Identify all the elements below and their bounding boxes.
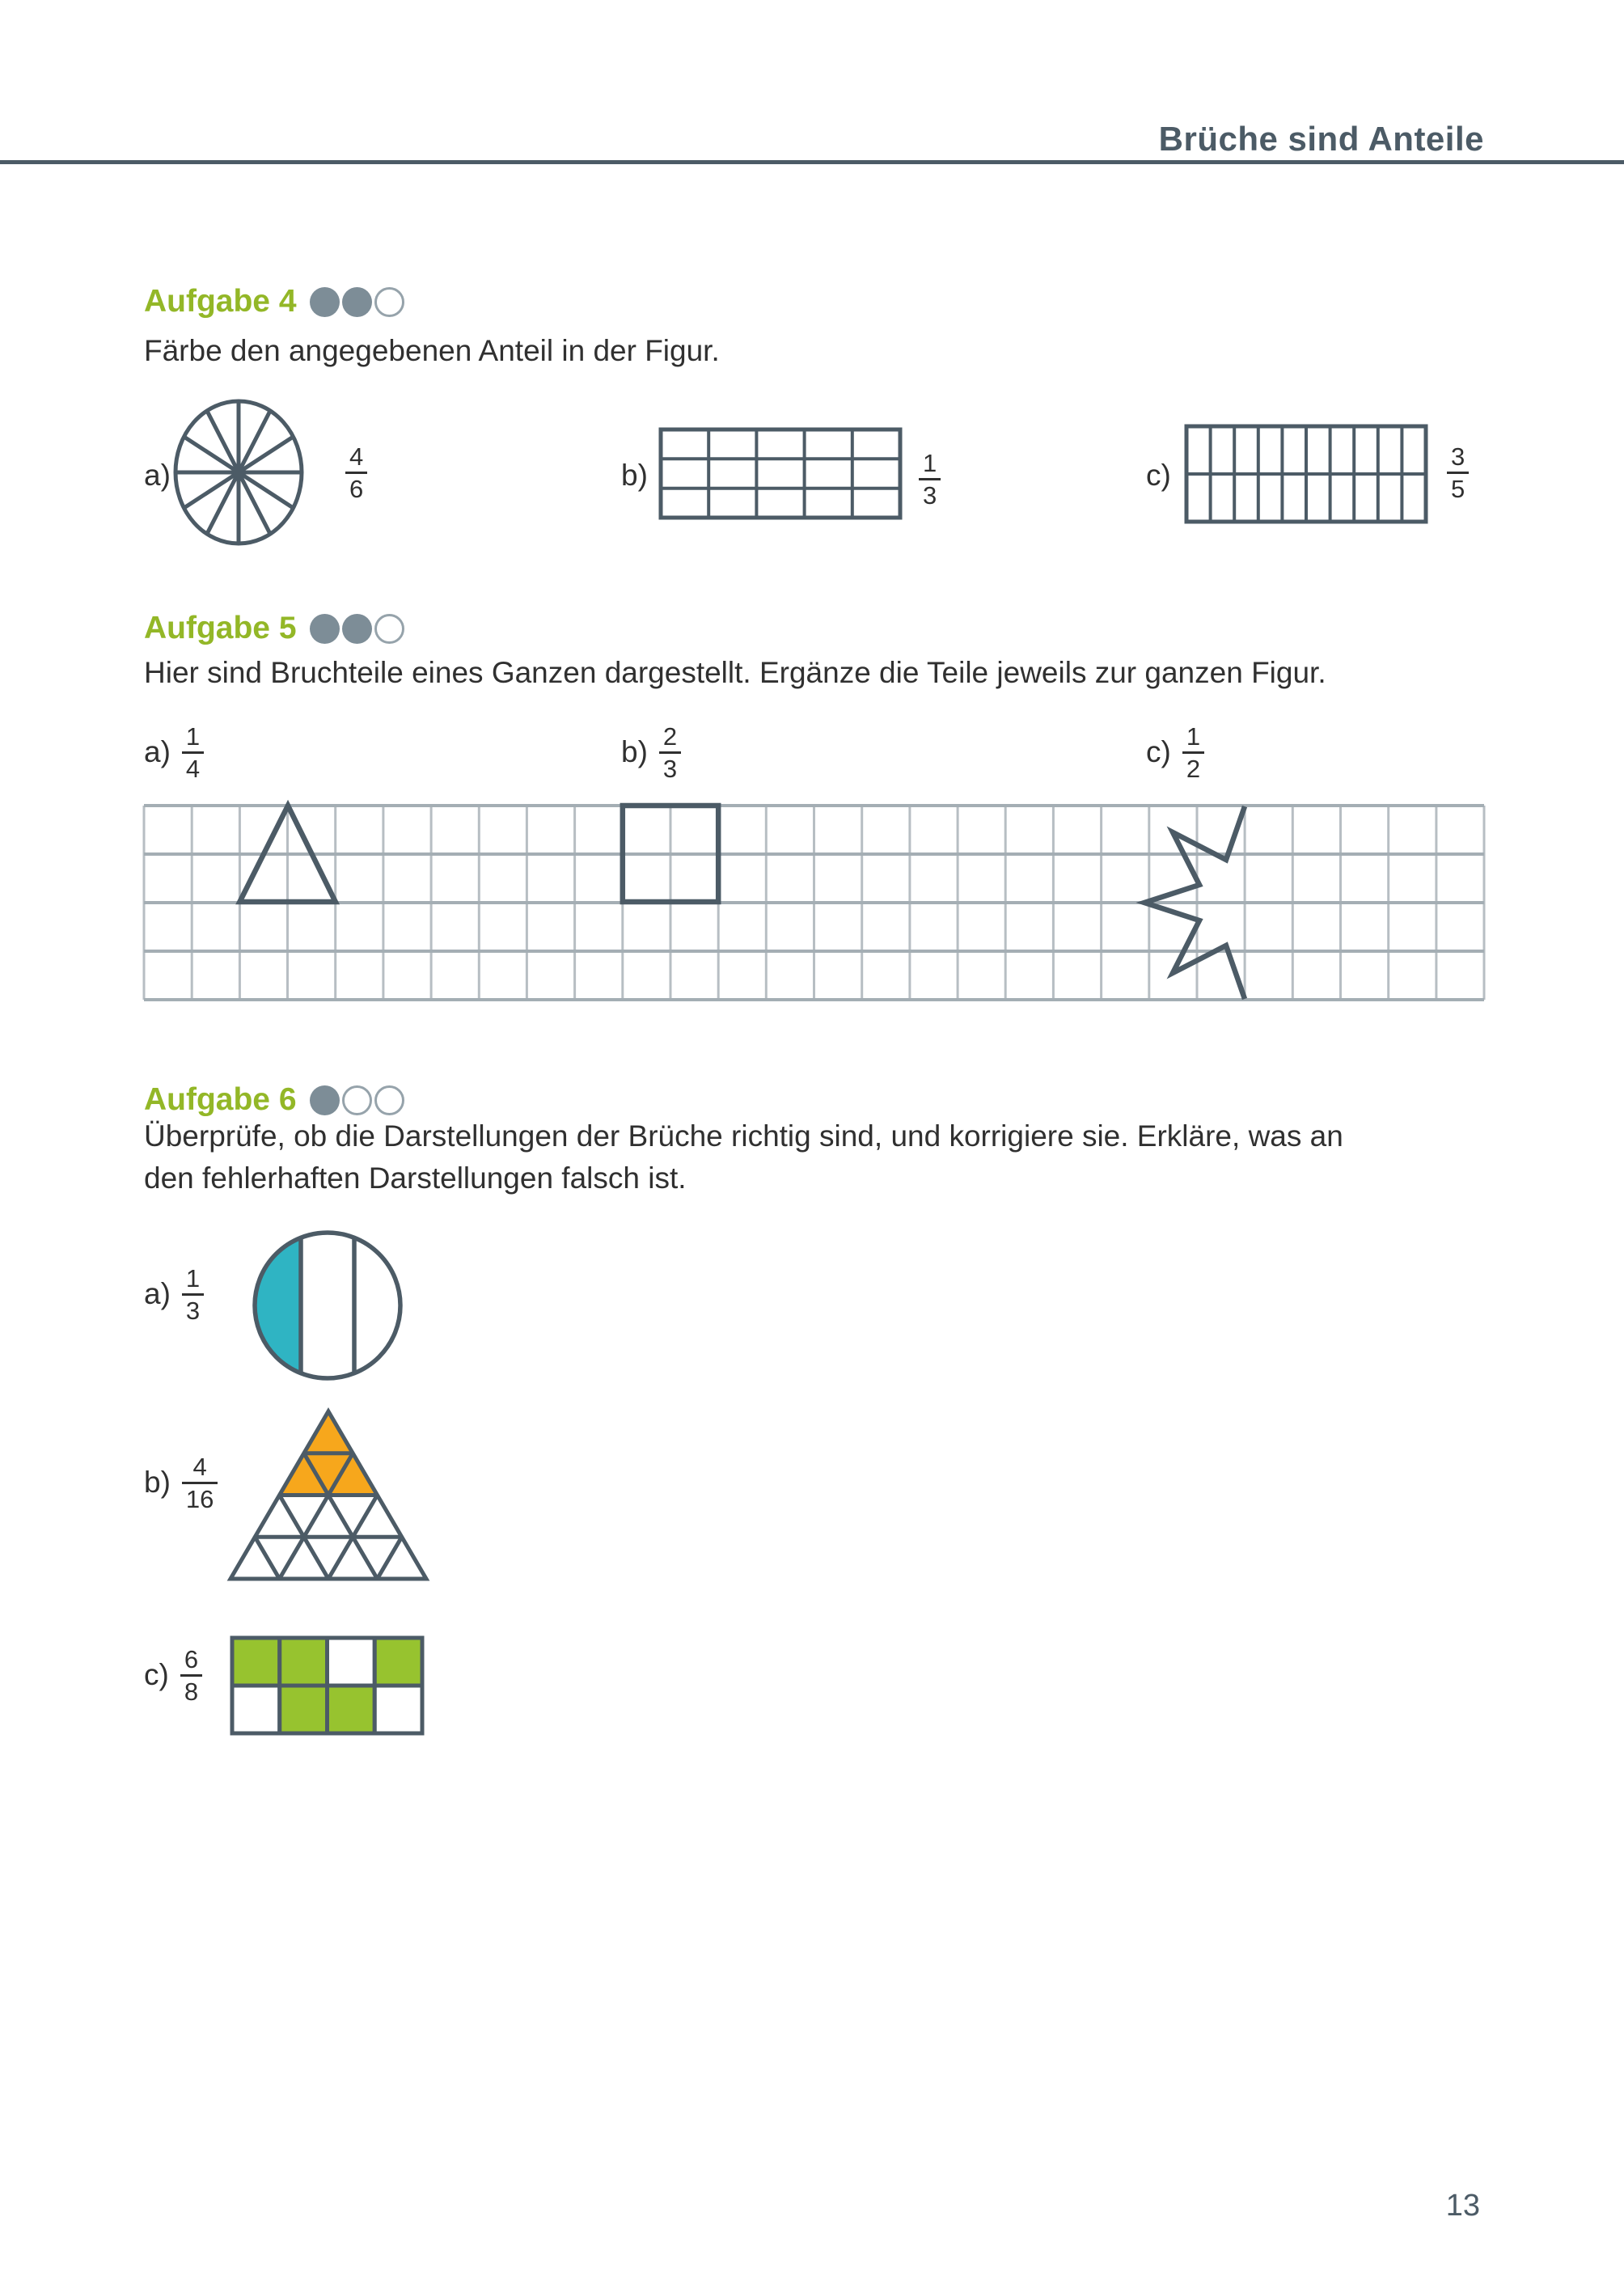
difficulty-dot-filled	[310, 1085, 340, 1115]
difficulty-dots	[310, 287, 404, 317]
white-cell	[328, 1638, 375, 1686]
difficulty-dots	[310, 1085, 404, 1115]
task-6-instruction-line-1: Überprüfe, ob die Darstellungen der Brüche richtig sind, und korrigiere sie. Erkläre, was an	[144, 1119, 1343, 1153]
difficulty-dots	[310, 614, 404, 644]
page-title: Brüche sind Anteile	[1158, 120, 1484, 158]
task-6-heading	[144, 1081, 404, 1119]
difficulty-dot-empty	[374, 1085, 404, 1115]
task-5-item-b	[621, 723, 681, 781]
green-cell	[374, 1638, 422, 1686]
task-5-heading	[144, 610, 404, 647]
grid-5x3-figure	[657, 424, 904, 522]
green-cell	[232, 1638, 280, 1686]
task-5-item-c	[1146, 723, 1204, 781]
task-5-item-b-label: b)	[621, 735, 648, 768]
grid-10x2-figure	[1182, 421, 1430, 527]
task-6-instruction	[144, 1115, 1343, 1199]
task-5-item-c-fraction: $\frac{1}{2}$	[1182, 723, 1204, 782]
task-4-item-a-fraction: $\frac{4}{6}$	[345, 443, 367, 502]
task-6-item-b-label: b)	[144, 1466, 171, 1499]
task-5-title: Aufgabe 5	[144, 611, 297, 645]
teal-filled-segment	[255, 1237, 301, 1373]
triangle-16-parts-figure	[225, 1406, 432, 1584]
task-4-item-b-label: b)	[621, 459, 648, 492]
task-5-item-a-fraction: $\frac{1}{4}$	[182, 723, 204, 782]
green-cell	[328, 1686, 375, 1733]
squared-paper-grid-figure	[139, 799, 1490, 1005]
circle-unequal-thirds-figure	[249, 1226, 408, 1385]
difficulty-dot-filled	[342, 287, 372, 317]
circle-12-sectors-figure	[170, 395, 315, 556]
task-6-item-a-label: a)	[144, 1277, 171, 1310]
difficulty-dot-empty	[342, 1085, 372, 1115]
task-6-item-c	[144, 1646, 202, 1704]
task-4-item-c-fraction: $\frac{3}{5}$	[1447, 443, 1469, 502]
task-5-item-a-label: a)	[144, 735, 171, 768]
task-5-item-b-fraction: $\frac{2}{3}$	[659, 723, 681, 782]
difficulty-dot-empty	[374, 614, 404, 644]
task-4-instruction: Färbe den angegebenen Anteil in der Figur.	[144, 334, 720, 367]
task-6-title: Aufgabe 6	[144, 1082, 297, 1117]
task-5-item-c-label: c)	[1146, 735, 1171, 768]
task-6-item-b	[144, 1453, 218, 1512]
green-cell	[280, 1638, 328, 1686]
task-5-instruction: Hier sind Bruchteile eines Ganzen dargestellt. Ergänze die Teile jeweils zur ganzen Figur.	[144, 656, 1326, 689]
task-4-item-b-fraction: $\frac{1}{3}$	[919, 450, 941, 509]
green-cell	[280, 1686, 328, 1733]
task-5-item-a	[144, 723, 204, 781]
task-6-item-b-fraction: $\frac{4}{16}$	[182, 1453, 218, 1512]
task-4-item-a-label: a)	[144, 459, 171, 492]
page-number: 13	[1445, 2189, 1480, 2223]
task-6-item-a-fraction: $\frac{1}{3}$	[182, 1265, 204, 1324]
task-6-instruction-line-2: den fehlerhaften Darstellungen falsch ist.	[144, 1161, 687, 1195]
difficulty-dot-empty	[374, 287, 404, 317]
task-6-item-c-label: c)	[144, 1658, 169, 1691]
task-4-heading	[144, 283, 404, 320]
task-4-title: Aufgabe 4	[144, 284, 297, 319]
white-cell	[232, 1686, 280, 1733]
difficulty-dot-filled	[310, 287, 340, 317]
difficulty-dot-filled	[310, 614, 340, 644]
difficulty-dot-filled	[342, 614, 372, 644]
header-divider	[0, 160, 1624, 164]
white-cell	[374, 1686, 422, 1733]
grid-4x2-green-figure	[228, 1634, 427, 1739]
task-6-item-a	[144, 1265, 204, 1323]
task-6-item-c-fraction: $\frac{6}{8}$	[180, 1646, 202, 1705]
task-4-item-c-label: c)	[1146, 459, 1171, 492]
